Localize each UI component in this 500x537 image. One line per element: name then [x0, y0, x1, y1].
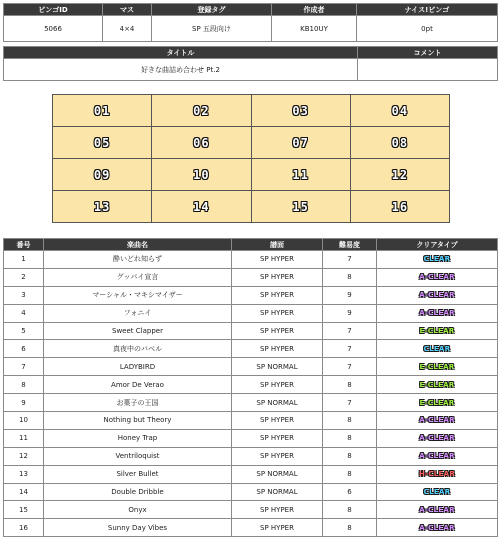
- song-clear-type-cell: [377, 412, 498, 430]
- header-tag: 登録タグ: [152, 4, 272, 16]
- song-clear-type-cell: [377, 394, 498, 412]
- song-level: 9: [323, 286, 377, 304]
- header-level: 難易度: [323, 239, 377, 251]
- clear-type-badge: A-CLEAR: [419, 505, 455, 514]
- song-number: 10: [4, 412, 44, 430]
- cell-number: 12: [391, 167, 409, 182]
- header-number: 番号: [4, 239, 44, 251]
- song-level: 7: [323, 251, 377, 269]
- clear-type-badge: A-CLEAR: [419, 523, 455, 532]
- table-row: [4, 447, 498, 465]
- song-number: 16: [4, 519, 44, 537]
- song-clear-type-cell: [377, 304, 498, 322]
- bingo-cell[interactable]: [53, 127, 152, 159]
- table-row: [4, 304, 498, 322]
- song-level: 7: [323, 340, 377, 358]
- song-clear-type-cell: [377, 519, 498, 537]
- cell-number: 11: [292, 167, 309, 182]
- table-row: [4, 286, 498, 304]
- song-clear-type-cell: [377, 251, 498, 269]
- table-row: [4, 358, 498, 376]
- song-level: 7: [323, 394, 377, 412]
- header-song-title: 楽曲名: [44, 239, 232, 251]
- song-level: 8: [323, 465, 377, 483]
- bingo-cell[interactable]: [152, 127, 251, 159]
- bingo-cell[interactable]: [251, 127, 350, 159]
- song-clear-type-cell: [377, 465, 498, 483]
- cell-number: 16: [391, 199, 409, 214]
- header-bingo-id: ビンゴID: [4, 4, 103, 16]
- song-level: 7: [323, 358, 377, 376]
- header-nice-bingo: ナイス!ビンゴ: [357, 4, 498, 16]
- clear-type-badge: A-CLEAR: [419, 273, 455, 282]
- table-row: [4, 394, 498, 412]
- bingo-cell[interactable]: [251, 191, 350, 223]
- song-number: 7: [4, 358, 44, 376]
- table-row: [4, 412, 498, 430]
- cell-number: 03: [292, 103, 309, 118]
- clear-type-badge: A-CLEAR: [419, 309, 455, 318]
- cell-number: 02: [193, 103, 210, 118]
- song-title[interactable]: LADYBIRD: [44, 358, 232, 376]
- song-title[interactable]: Sunny Day Vibes: [44, 519, 232, 537]
- song-title[interactable]: Amor De Verao: [44, 376, 232, 394]
- grid-size-value: 4×4: [103, 16, 152, 42]
- bingo-grid-row: [53, 127, 450, 159]
- song-title[interactable]: マーシャル・マキシマイザー: [44, 286, 232, 304]
- clear-type-badge: A-CLEAR: [419, 291, 455, 300]
- bingo-title: 好きな曲詰め合わせ Pt.2: [4, 59, 358, 81]
- song-title[interactable]: Double Dribble: [44, 483, 232, 501]
- song-chart: SP NORMAL: [232, 465, 323, 483]
- song-chart: SP NORMAL: [232, 358, 323, 376]
- song-clear-type-cell: [377, 376, 498, 394]
- table-row: [4, 340, 498, 358]
- song-chart: SP HYPER: [232, 268, 323, 286]
- song-chart: SP HYPER: [232, 304, 323, 322]
- header-comment: コメント: [358, 47, 498, 59]
- song-number: 9: [4, 394, 44, 412]
- cell-number: 15: [292, 199, 309, 214]
- bingo-id-value: 5066: [4, 16, 103, 42]
- table-row: [4, 501, 498, 519]
- cell-number: 10: [193, 167, 210, 182]
- song-title[interactable]: 真夜中のバベル: [44, 340, 232, 358]
- header-chart: 譜面: [232, 239, 323, 251]
- table-row: [4, 376, 498, 394]
- song-number: 13: [4, 465, 44, 483]
- song-clear-type-cell: [377, 501, 498, 519]
- nice-bingo-value: 0pt: [357, 16, 498, 42]
- author-value[interactable]: KB10UY: [272, 16, 357, 42]
- table-row: [4, 268, 498, 286]
- clear-type-badge: E-CLEAR: [419, 362, 455, 371]
- song-level: 6: [323, 483, 377, 501]
- song-list-table: [3, 238, 498, 537]
- song-chart: SP HYPER: [232, 251, 323, 269]
- header-clear-type: クリアタイプ: [377, 239, 498, 251]
- bingo-cell[interactable]: [251, 95, 350, 127]
- bingo-grid-row: [53, 191, 450, 223]
- song-chart: SP HYPER: [232, 340, 323, 358]
- song-title[interactable]: Nothing but Theory: [44, 412, 232, 430]
- song-level: 8: [323, 501, 377, 519]
- song-chart: SP NORMAL: [232, 483, 323, 501]
- bingo-cell[interactable]: [350, 127, 449, 159]
- song-clear-type-cell: [377, 340, 498, 358]
- clear-type-badge: E-CLEAR: [419, 398, 455, 407]
- table-row: [4, 322, 498, 340]
- song-clear-type-cell: [377, 268, 498, 286]
- bingo-cell[interactable]: [152, 191, 251, 223]
- song-number: 5: [4, 322, 44, 340]
- clear-type-badge: A-CLEAR: [419, 452, 455, 461]
- clear-type-badge: A-CLEAR: [419, 416, 455, 425]
- song-title[interactable]: Silver Bullet: [44, 465, 232, 483]
- title-comment-table: [3, 46, 498, 81]
- table-row: [4, 465, 498, 483]
- song-title[interactable]: 酔いどれ知らず: [44, 251, 232, 269]
- bingo-cell[interactable]: [152, 95, 251, 127]
- song-level: 8: [323, 429, 377, 447]
- table-row: [4, 429, 498, 447]
- bingo-grid-row: [53, 95, 450, 127]
- bingo-cell[interactable]: [152, 159, 251, 191]
- song-number: 12: [4, 447, 44, 465]
- song-title[interactable]: フォニイ: [44, 304, 232, 322]
- song-level: 8: [323, 519, 377, 537]
- title-value-row: [4, 59, 498, 81]
- header-grid-size: マス: [103, 4, 152, 16]
- song-level: 8: [323, 412, 377, 430]
- song-number: 15: [4, 501, 44, 519]
- tag-value[interactable]: SP 五段向け: [152, 16, 272, 42]
- song-clear-type-cell: [377, 286, 498, 304]
- song-number: 4: [4, 304, 44, 322]
- song-chart: SP HYPER: [232, 519, 323, 537]
- bingo-cell[interactable]: [350, 159, 449, 191]
- song-number: 3: [4, 286, 44, 304]
- clear-type-badge: E-CLEAR: [419, 380, 455, 389]
- cell-number: 13: [93, 199, 111, 214]
- info-value-row: [4, 16, 498, 42]
- bingo-grid-row: [53, 159, 450, 191]
- song-number: 11: [4, 429, 44, 447]
- song-chart: SP NORMAL: [232, 394, 323, 412]
- bingo-cell[interactable]: [53, 95, 152, 127]
- clear-type-badge: CLEAR: [423, 344, 451, 353]
- clear-type-badge: E-CLEAR: [419, 327, 455, 335]
- cell-number: 08: [391, 135, 409, 150]
- cell-number: 01: [93, 103, 111, 118]
- bingo-cell[interactable]: [53, 159, 152, 191]
- song-title[interactable]: グッバイ宣言: [44, 268, 232, 286]
- song-title[interactable]: Ventriloquist: [44, 447, 232, 465]
- bingo-comment: [358, 59, 498, 81]
- song-level: 7: [323, 322, 377, 340]
- header-author: 作成者: [272, 4, 357, 16]
- song-clear-type-cell: [377, 447, 498, 465]
- table-row: [4, 519, 498, 537]
- header-title: タイトル: [4, 47, 358, 59]
- song-number: 14: [4, 483, 44, 501]
- table-row: [4, 251, 498, 269]
- song-chart: SP HYPER: [232, 412, 323, 430]
- song-clear-type-cell: [377, 358, 498, 376]
- bingo-cell[interactable]: [350, 191, 449, 223]
- song-number: 6: [4, 340, 44, 358]
- song-chart: SP HYPER: [232, 286, 323, 304]
- clear-type-badge: H-CLEAR: [418, 470, 456, 479]
- song-clear-type-cell: [377, 322, 498, 340]
- song-clear-type-cell: [377, 429, 498, 447]
- cell-number: 05: [93, 135, 111, 150]
- clear-type-badge: A-CLEAR: [419, 434, 455, 443]
- table-row: [4, 483, 498, 501]
- song-title[interactable]: Onyx: [44, 501, 232, 519]
- bingo-cell[interactable]: [53, 191, 152, 223]
- song-level: 8: [323, 268, 377, 286]
- song-number: 2: [4, 268, 44, 286]
- song-title[interactable]: Honey Trap: [44, 429, 232, 447]
- clear-type-badge: CLEAR: [423, 488, 451, 497]
- song-level: 9: [323, 304, 377, 322]
- song-chart: SP HYPER: [232, 322, 323, 340]
- song-number: 8: [4, 376, 44, 394]
- cell-number: 14: [193, 199, 210, 214]
- song-title[interactable]: お菓子の王国: [44, 394, 232, 412]
- bingo-grid: [52, 94, 450, 223]
- song-chart: SP HYPER: [232, 501, 323, 519]
- cell-number: 07: [292, 135, 309, 150]
- song-chart: SP HYPER: [232, 376, 323, 394]
- cell-number: 04: [391, 103, 409, 118]
- song-header-row: [4, 239, 498, 251]
- song-number: 1: [4, 251, 44, 269]
- song-clear-type-cell: [377, 483, 498, 501]
- song-level: 8: [323, 447, 377, 465]
- bingo-info-table: [3, 3, 498, 42]
- song-title[interactable]: Sweet Clapper: [44, 322, 232, 340]
- song-chart: SP HYPER: [232, 429, 323, 447]
- bingo-cell[interactable]: [251, 159, 350, 191]
- title-header-row: [4, 47, 498, 59]
- song-chart: SP HYPER: [232, 447, 323, 465]
- info-header-row: [4, 4, 498, 16]
- cell-number: 06: [193, 135, 210, 150]
- clear-type-badge: CLEAR: [423, 255, 451, 264]
- cell-number: 09: [93, 167, 111, 182]
- song-level: 8: [323, 376, 377, 394]
- bingo-cell[interactable]: [350, 95, 449, 127]
- song-list-body: [4, 251, 498, 537]
